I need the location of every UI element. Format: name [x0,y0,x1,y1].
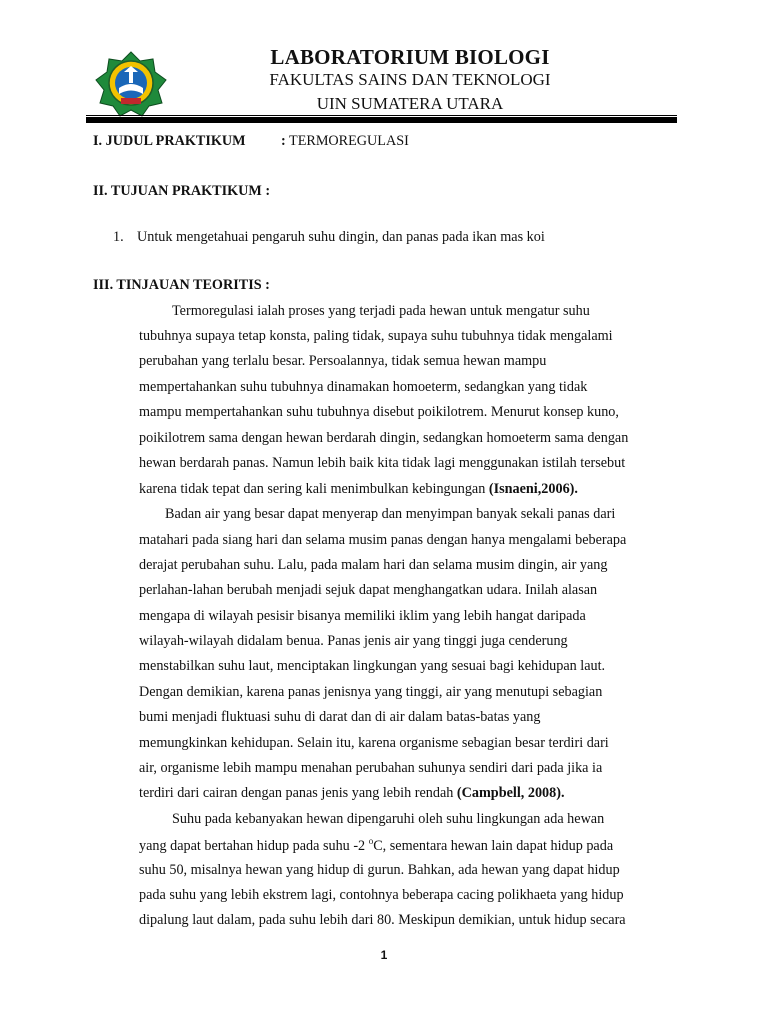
paragraph-line: poikilotrem sama dengan hewan berdarah dingin, sedangkan homoeterm sama dengan [139,430,629,446]
section3-heading: III. TINJAUAN TEORITIS : [93,277,270,293]
paragraph-line: mengapa di wilayah pesisir bisanya memiliki iklim yang lebih hangat daripada [139,608,586,624]
objective-text: Untuk mengetahuai pengaruh suhu dingin, dan panas pada ikan mas koi [137,229,545,245]
paragraph-line: suhu 50, misalnya hewan yang hidup di gurun. Bahkan, ada hewan yang dapat hidup [139,862,620,878]
faculty-title: FAKULTAS SAINS DAN TEKNOLOGI [269,70,551,89]
paragraph-line: derajat perubahan suhu. Lalu, pada malam hari dan selama musim dingin, air yang [139,557,608,573]
header-divider-thin [86,115,677,116]
citation-campbell: (Campbell, 2008). [456,785,565,801]
paragraph-line: terdiri dari cairan dengan panas jenis yang lebih rendah (Campbell, 2008). [139,785,565,801]
paragraph-line: dipalung laut dalam, pada suhu lebih dari 80. Meskipun demikian, untuk hidup secara [139,912,626,928]
paragraph-line: Dengan demikian, karena panas jenisnya yang tinggi, air yang menutupi sebagian [139,684,603,700]
paragraph-line: karena tidak tepat dan sering kali menimbulkan kebingungan (Isnaeni,2006). [139,481,578,497]
paragraph-line: perubahan yang terlalu besar. Persoalannya, tidak semua hewan mampu [139,353,547,369]
paragraph-line: mempertahankan suhu tubuhnya dinamakan homoeterm, sedangkan yang tidak [139,379,588,395]
paragraph-line: memungkinkan kehidupan. Selain itu, karena organisme sebagian besar terdiri dari [139,735,609,751]
university-title: UIN SUMATERA UTARA [316,94,504,113]
paragraph-line: yang dapat bertahan hidup pada suhu -2 $^o$C, sementara hewan lain dapat hidup pada [139,836,614,854]
section2-heading: II. TUJUAN PRAKTIKUM : [93,183,271,199]
section1-value: : TERMOREGULASI [281,133,409,149]
paragraph-line: matahari pada siang hari dan selama musim panas dengan hanya mengalami beberapa [139,532,627,548]
paragraph-line: bumi menjadi fluktuasi suhu di darat dan di air dalam batas-batas yang [139,709,541,725]
paragraph-line: perlahan-lahan berubah menjadi sejuk dapat menghangatkan udara. Inilah alasan [139,582,598,598]
paragraph-line: Badan air yang besar dapat menyerap dan menyimpan banyak sekali panas dari [165,506,616,522]
paragraph-line: hewan berdarah panas. Namun lebih baik kita tidak lagi menggunakan istilah tersebut [139,455,626,471]
paragraph-line: wilayah-wilayah didalam benua. Panas jenis air yang tinggi juga cenderung [139,633,568,649]
paragraph-line: menstabilkan suhu laut, menciptakan lingkungan yang sesuai bagi kehidupan laut. [139,658,606,674]
paragraph-line: pada suhu yang lebih ekstrem lagi, contohnya beberapa cacing polikhaeta yang hidup [139,887,624,903]
objective-number: 1. [113,229,124,245]
paragraph-line: tubuhnya supaya tetap konsta, paling tidak, supaya suhu tubuhnya tidak mengalami [139,328,613,344]
paragraph-line: air, organisme lebih mampu menahan perubahan suhunya sendiri dari pada jika ia [139,760,603,776]
paragraph-line: Suhu pada kebanyakan hewan dipengaruhi oleh suhu lingkungan ada hewan [172,811,605,827]
paragraph-line: mampu mempertahankan suhu tubuhnya disebut poikilotrem. Menurut konsep kuno, [139,404,619,420]
page-number: 1 [380,948,388,962]
lab-title: LABORATORIUM BIOLOGI [270,45,550,69]
citation-isnaeni: (Isnaeni,2006). [488,481,578,497]
degree-superscript: o [368,836,374,846]
section1-heading: I. JUDUL PRAKTIKUM [93,133,246,149]
paragraph-line: Termoregulasi ialah proses yang terjadi pada hewan untuk mengatur suhu [172,303,590,319]
header-divider-thick [86,117,677,123]
